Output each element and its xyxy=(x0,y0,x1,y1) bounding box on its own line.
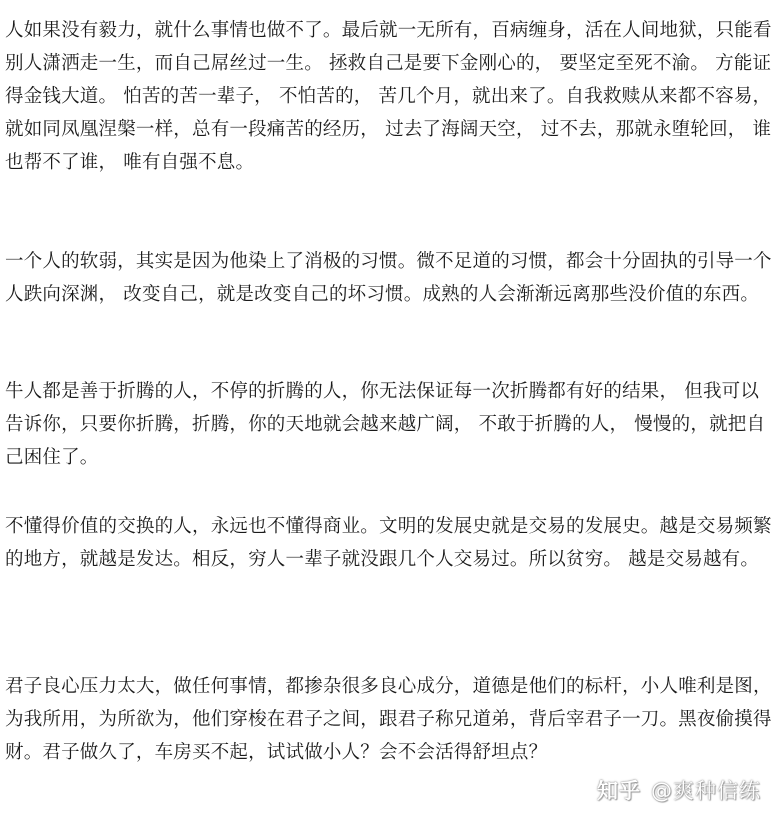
watermark-author: @爽种信练 xyxy=(651,779,761,803)
paragraph-4: 不懂得价值的交换的人，永远也不懂得商业。文明的发展史就是交易的发展史。越是交易频繁的地方，就越是发达。相反，穷人一辈子就没跟几个人交易过。所以贫穷。 越是交易越有。 xyxy=(5,516,772,570)
watermark-site-logo: 知乎 xyxy=(597,779,641,803)
zhihu-watermark xyxy=(597,775,761,805)
paragraph-5: 君子良心压力太大，做任何事情，都掺杂很多良心成分，道德是他们的标杆，小人唯利是图，为我所用，为所欲为，他们穿梭在君子之间，跟君子称兄道弟，背后宰君子一刀。黑夜偷摸得财。君子做久了，车房买不起，试试做小人？会不会活得舒坦点？ xyxy=(5,676,772,763)
paragraph-3: 牛人都是善于折腾的人，不停的折腾的人，你无法保证每一次折腾都有好的结果， 但我可以告诉你，只要你折腾，折腾，你的天地就会越来越广阔， 不敢于折腾的人， 慢慢的，就把自己困住了。 xyxy=(5,381,766,468)
paragraph-1: 人如果没有毅力，就什么事情也做不了。最后就一无所有，百病缠身，活在人间地狱，只能看别人潇洒走一生，而自己屌丝过一生。 拯救自己是要下金刚心的， 要坚定至死不渝。 方能证得金钱大道。 怕苦的苦一辈子， 不怕苦的， 苦几个月，就出来了。自我救赎从来都不容易，就如同凤凰涅槃一样，总有一段痛苦的经历， 过去了海阔天空， 过不去，那就永堕轮回， 谁也帮不了谁， 唯有自强不息。 xyxy=(5,20,772,173)
paragraph-2: 一个人的软弱，其实是因为他染上了消极的习惯。微不足道的习惯，都会十分固执的引导一个人跌向深渊， 改变自己，就是改变自己的坏习惯。成熟的人会渐渐远离那些没价值的东西。 xyxy=(5,251,772,305)
